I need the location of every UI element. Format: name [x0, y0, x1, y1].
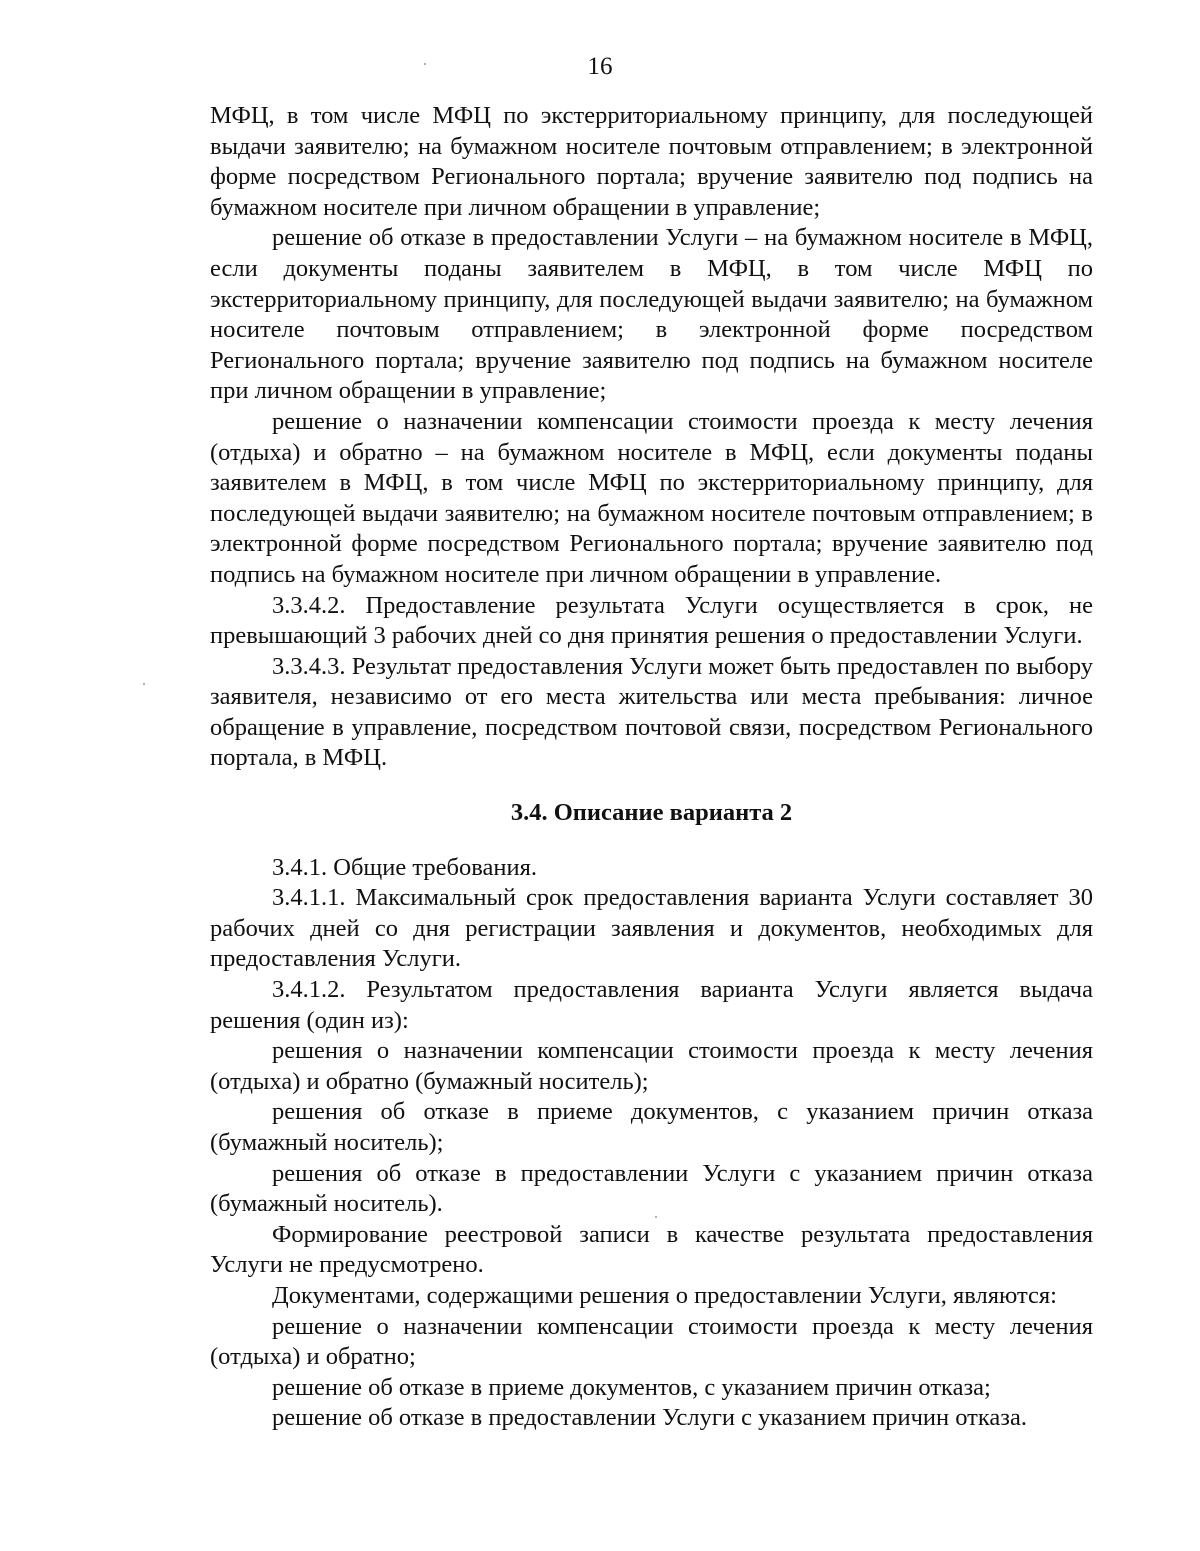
paragraph: 3.3.4.3. Результат предоставления Услуги может быть предоставлен по выбору заявителя, независимо от его места жительства или места пребывания: личное обращение в управление, посредством почтовой связи, посредством Регионального портала, в МФЦ. [210, 652, 1093, 772]
paragraph: решение об отказе в предоставлении Услуги с указанием причин отказа. [272, 1404, 1027, 1432]
paragraph: решение об отказе в приеме документов, с указанием причин отказа; [272, 1373, 991, 1401]
paragraph: 3.3.4.2. Предоставление результата Услуги осуществляется в срок, не превышающий 3 рабочих дней со дня принятия решения о предоставлении Услуги. [210, 591, 1093, 650]
paragraph: решения об отказе в приеме документов, с указанием причин отказа (бумажный носитель); [210, 1098, 1093, 1156]
paragraph: 3.4.1.1. Максимальный срок предоставления варианта Услуги составляет 30 рабочих дней со дня регистрации заявления и документов, необходимых для предоставления Услуги. [210, 884, 1093, 973]
paragraph: решение об отказе в предоставлении Услуги – на бумажном носителе в МФЦ, если документы поданы заявителем в МФЦ, в том числе МФЦ по экстерриториальному принципу, для последующей выдачи заявителю; на бумажном носителе почтовым отправлением; в электронной форме посредством Регионального портала; вручение заявителю под подпись на бумажном носителе при личном обращении в управление; [210, 224, 1093, 405]
page-number: 16 [587, 53, 613, 80]
document-body [210, 101, 1093, 1434]
paragraph: решение о назначении компенсации стоимости проезда к месту лечения (отдыха) и обратно – на бумажном носителе в МФЦ, если документы поданы заявителем в МФЦ, в том числе МФЦ по экстерриториальному принципу, для последующей выдачи заявителю; на бумажном носителе почтовым отправлением; в электронной форме посредством Регионального портала; вручение заявителю под подпись на бумажном носителе при личном обращении в управление. [210, 407, 1093, 588]
scan-speck [143, 683, 145, 685]
paragraph: 3.4.1. Общие требования. [272, 853, 537, 881]
paragraph: МФЦ, в том числе МФЦ по экстерриториальному принципу, для последующей выдачи заявителю; на бумажном носителе почтовым отправлением; в электронной форме посредством Регионального портала; вручение заявителю под подпись на бумажном носителе при личном обращении в управление; [210, 102, 1093, 221]
paragraph: Документами, содержащими решения о предоставлении Услуги, являются: [272, 1281, 1057, 1309]
paragraph: решение о назначении компенсации стоимости проезда к месту лечения (отдыха) и обратно; [210, 1312, 1093, 1371]
scan-speck [655, 1216, 657, 1218]
section-heading: 3.4. Описание варианта 2 [510, 799, 793, 827]
scan-speck [424, 63, 426, 65]
paragraph: решения об отказе в предоставлении Услуги с указанием причин отказа (бумажный носитель). [210, 1159, 1093, 1218]
paragraph: решения о назначении компенсации стоимости проезда к месту лечения (отдыха) и обратно (бумажный носитель); [210, 1037, 1093, 1095]
paragraph: Формирование реестровой записи в качестве результата предоставления Услуги не предусмотрено. [210, 1220, 1093, 1279]
paragraph: 3.4.1.2. Результатом предоставления варианта Услуги является выдача решения (один из): [210, 976, 1093, 1034]
